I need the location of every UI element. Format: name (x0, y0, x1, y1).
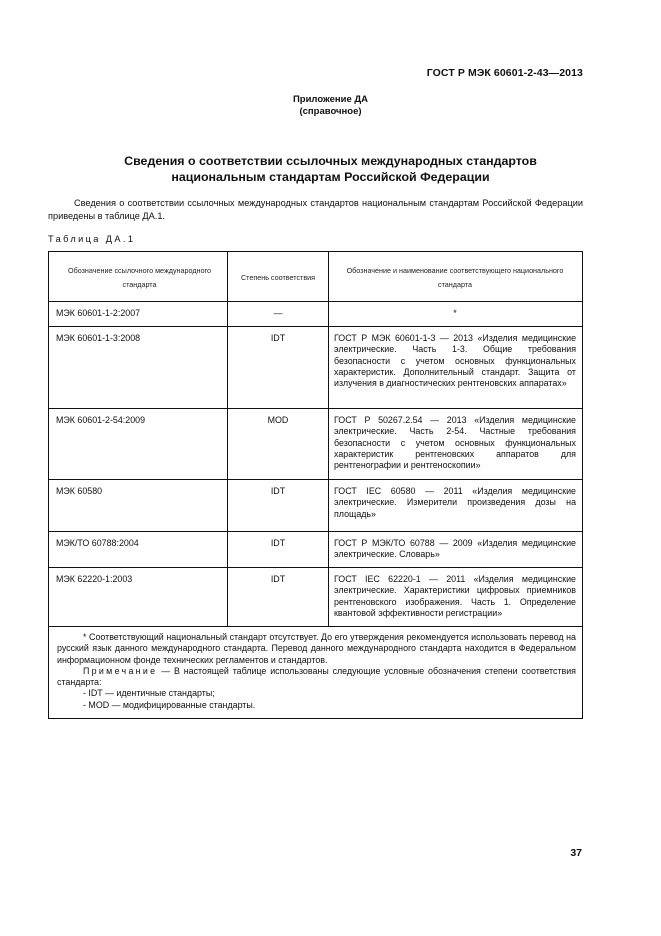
table-row (49, 568, 583, 627)
table-header-row (49, 252, 583, 302)
cell-ref: МЭК 60601-1-3:2008 (49, 327, 228, 409)
table-row (49, 409, 583, 480)
footnote: * Соответствующий национальный стандарт отсутствует. До его утверждения рекомендуется использовать перевод на русский язык данного международного стандарта. Перевод данного международного стандарта находится в Федеральном информационном фонде технических регламентов и стандартов. (57, 632, 576, 665)
header-international-standard: Обозначение ссылочного международного стандарта (49, 252, 228, 302)
cell-ref: МЭК 60601-2-54:2009 (49, 409, 228, 480)
intro-paragraph: Сведения о соответствии ссылочных международных стандартов национальным стандартам Российской Федерации приведены в таблице ДА.1. (48, 198, 583, 221)
header-degree: Степень соответствия (228, 252, 329, 302)
legend-mod: - MOD — модифицированные стандарты. (83, 699, 256, 710)
cell-degree: IDT (228, 532, 329, 568)
section-title (0, 154, 661, 185)
table-notes-row (49, 627, 583, 719)
table-row (49, 532, 583, 568)
cell-national: ГОСТ Р МЭК 60601-1-3 — 2013 «Изделия медицинские электрические. Часть 1-3. Общие требования безопасности с учетом основных функциональных характеристик. Дополнительный стандарт. Защита от излучения в диагностических рентгеновских аппаратах» (329, 327, 583, 409)
cell-national: * (329, 302, 583, 327)
section-title-line2: национальным стандартам Российской Федерации (171, 169, 490, 184)
table-caption: Таблица ДА.1 (48, 234, 136, 244)
cell-degree: IDT (228, 480, 329, 532)
cell-national: ГОСТ IEC 60580 — 2011 «Изделия медицинские электрические. Измерители произведения дозы на площадь» (329, 480, 583, 532)
note-label: Примечание (83, 665, 158, 676)
cell-national: ГОСТ IEC 62220-1 — 2011 «Изделия медицинские электрические. Характеристики цифровых приемников рентгеновского изображения. Часть 1. Определение квантовой эффективности регистрации» (329, 568, 583, 627)
cell-national: ГОСТ Р 50267.2.54 — 2013 «Изделия медицинские электрические. Часть 2-54. Частные требования безопасности с учетом основных функциональных характеристик рентгеновских аппаратов для рентгенографии и рентгеноскопии» (329, 409, 583, 480)
table-row (49, 302, 583, 327)
cell-ref: МЭК/ТО 60788:2004 (49, 532, 228, 568)
note (57, 666, 576, 689)
section-title-line1: Сведения о соответствии ссылочных международных стандартов (124, 154, 537, 168)
table-row (49, 327, 583, 409)
cell-degree: IDT (228, 568, 329, 627)
cell-degree: MOD (228, 409, 329, 480)
note-text: — В настоящей таблице использованы следующие условные обозначения степени соответствия стандарта: (57, 665, 576, 688)
appendix-title: Приложение ДА (292, 94, 369, 105)
table-row (49, 480, 583, 532)
table-notes (49, 627, 583, 719)
cell-ref: МЭК 60601-1-2:2007 (49, 302, 228, 327)
header-national-standard: Обозначение и наименование соответствующего национального стандарта (329, 252, 583, 302)
cell-ref: МЭК 62220-1:2003 (49, 568, 228, 627)
correspondence-table (48, 251, 583, 719)
page-number: 37 (570, 847, 582, 859)
appendix-heading (0, 94, 661, 118)
cell-national: ГОСТ Р МЭК/ТО 60788 — 2009 «Изделия медицинские электрические. Словарь» (329, 532, 583, 568)
document-code: ГОСТ Р МЭК 60601-2-43—2013 (426, 67, 583, 79)
cell-degree: — (228, 302, 329, 327)
cell-ref: МЭК 60580 (49, 480, 228, 532)
legend-idt: - IDT — идентичные стандарты; (83, 688, 215, 699)
appendix-subtitle: (справочное) (299, 106, 362, 117)
cell-degree: IDT (228, 327, 329, 409)
